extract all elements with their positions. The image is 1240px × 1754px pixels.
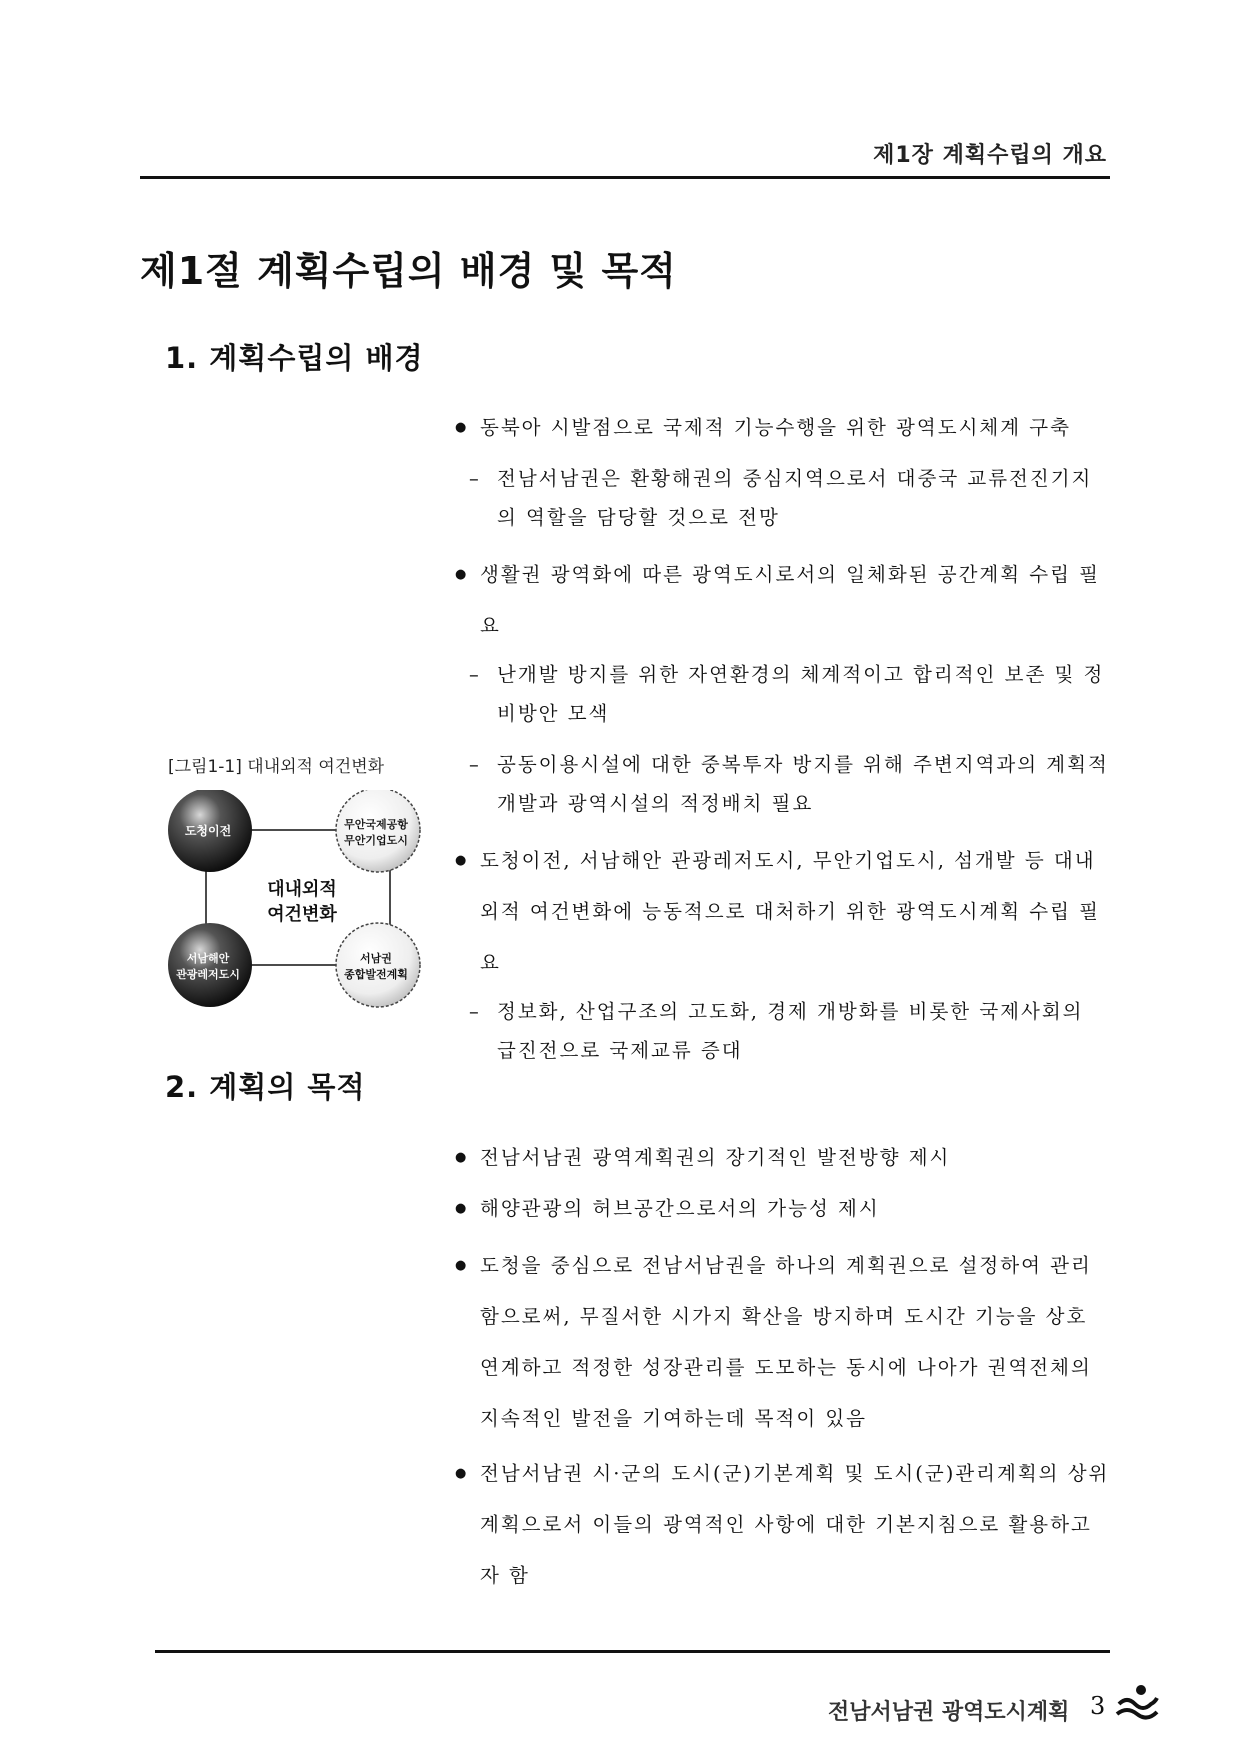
list-item: – 난개발 방지를 위한 자연환경의 체계적이고 합리적인 보존 및 정비방안 모색 (455, 655, 1110, 733)
center-label-line1: 대내외적 (267, 879, 337, 900)
node-circle-top-right (336, 790, 420, 872)
list-item: ● 동북아 시발점으로 국제적 기능수행을 위한 광역도시체계 구축 (455, 408, 1110, 447)
list-item: ● 전남서남권 시·군의 도시(군)기본계획 및 도시(군)관리계획의 상위계획으로서 이들의 광역적인 사항에 대한 기본지침으로 활용하고자 함 (455, 1448, 1110, 1601)
subsection-heading-background: 1. 계획수립의 배경 (165, 341, 424, 375)
node-label-bottom-right-line2: 종합발전계획 (344, 968, 408, 981)
node-circle-bottom-right (336, 923, 420, 1007)
subsection-heading-purpose: 2. 계획의 목적 (165, 1070, 366, 1104)
figure-caption: [그림1-1] 대내외적 여건변화 (168, 757, 385, 777)
list-item: ● 전남서남권 광역계획권의 장기적인 발전방향 제시 (455, 1138, 1110, 1177)
list-item: ● 생활권 광역화에 따른 광역도시로서의 일체화된 공간계획 수립 필요 (455, 549, 1110, 651)
section-title: 제1절 계획수립의 배경 및 목적 (140, 249, 677, 293)
footer-title: 전남서남권 광역도시계획 (828, 1700, 1070, 1725)
header-rule (140, 176, 1110, 179)
background-list (455, 408, 1110, 1082)
purpose-list (455, 1138, 1110, 1605)
list-item: ● 도청이전, 서남해안 관광레저도시, 무안기업도시, 섬개발 등 대내외적 여건변화에 능동적으로 대처하기 위한 광역도시계획 수립 필요 (455, 835, 1110, 988)
list-item: – 전남서남권은 환황해권의 중심지역으로서 대중국 교류전진기지의 역할을 담당할 것으로 전망 (455, 459, 1110, 537)
list-item: ● 도청을 중심으로 전남서남권을 하나의 계획권으로 설정하여 관리함으로써, 무질서한 시가지 확산을 방지하며 도시간 기능을 상호 연계하고 적정한 성장관리를 도모하는 동시에 나아가 권역전체의 지속적인 발전을 기여하는데 목적이 있음 (455, 1240, 1110, 1444)
conditions-diagram (168, 790, 428, 1015)
footer-rule (155, 1650, 1110, 1653)
node-circle-bottom-left (168, 923, 252, 1007)
list-item: – 공동이용시설에 대한 중복투자 방지를 위해 주변지역과의 계획적 개발과 광역시설의 적정배치 필요 (455, 745, 1110, 823)
wave-logo-icon (1115, 1682, 1159, 1722)
list-item: ● 해양관광의 허브공간으로서의 가능성 제시 (455, 1189, 1110, 1228)
node-label-bottom-left-line1: 서남해안 (186, 952, 230, 965)
node-label-top-left: 도청이전 (184, 824, 232, 838)
page-number: 3 (1090, 1692, 1106, 1720)
running-header: 제1장 계획수립의 개요 (873, 143, 1107, 168)
list-item: – 정보화, 산업구조의 고도화, 경제 개방화를 비롯한 국제사회의 급진전으로 국제교류 증대 (455, 992, 1110, 1070)
node-label-top-right-line2: 무안기업도시 (344, 834, 408, 847)
node-label-bottom-right-line1: 서남권 (360, 952, 392, 965)
node-label-bottom-left-line2: 관광레저도시 (176, 968, 240, 981)
center-label-line2: 여건변화 (267, 904, 337, 925)
node-label-top-right-line1: 무안국제공항 (344, 818, 408, 831)
